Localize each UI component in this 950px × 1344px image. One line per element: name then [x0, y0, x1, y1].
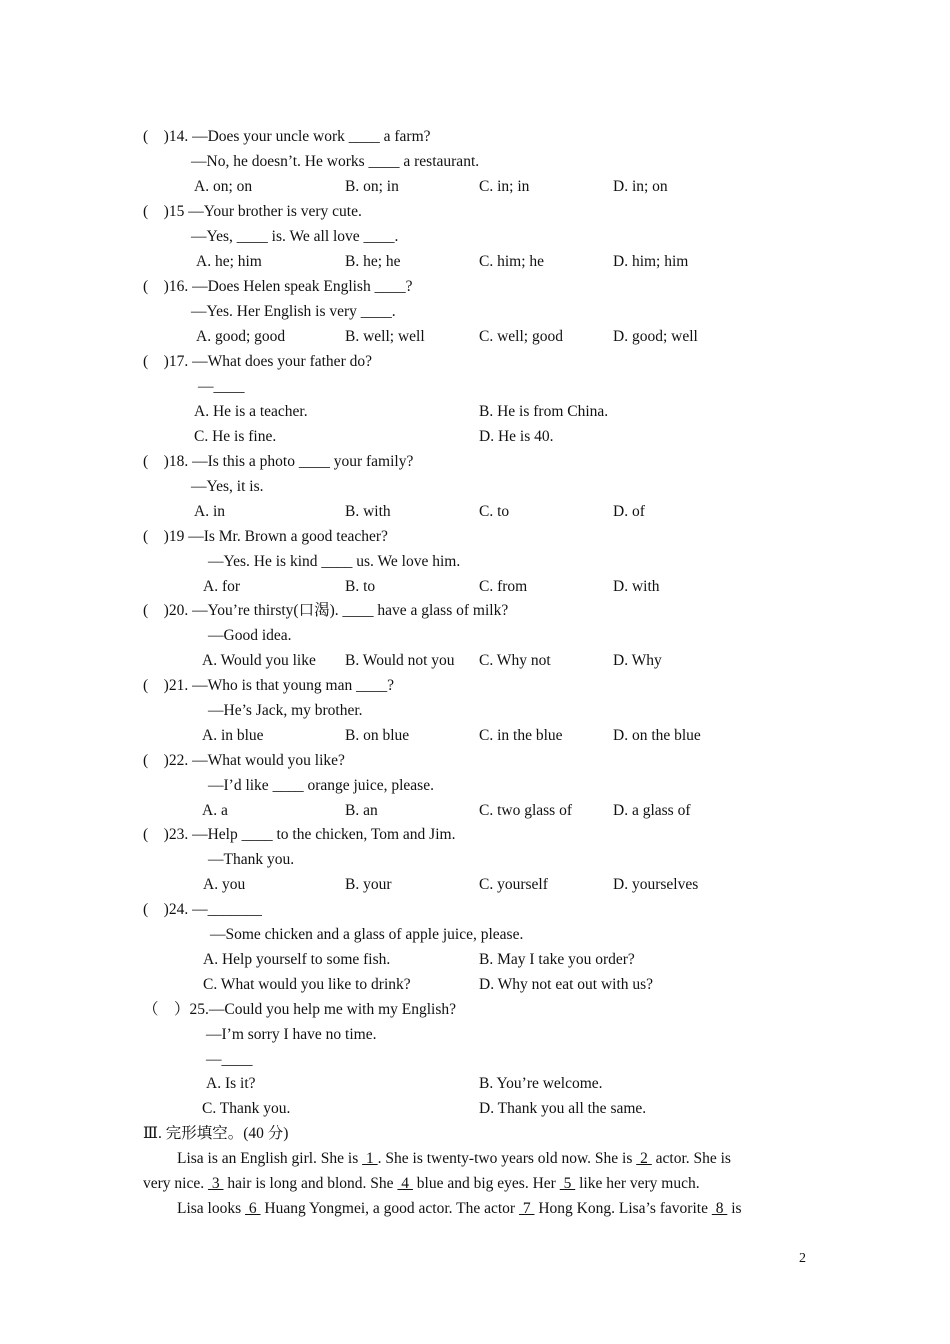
- blank-4: 4: [397, 1175, 413, 1192]
- q16-reply: —Yes. Her English is very ____.: [191, 303, 396, 320]
- q20-option-d: D. Why: [613, 652, 662, 669]
- passage-text: hair is long and blond. She: [223, 1175, 398, 1192]
- passage-text: like her very much.: [575, 1175, 700, 1192]
- passage-text: very nice.: [143, 1175, 208, 1192]
- q18-stem: ( )18. —Is this a photo ____ your family?: [143, 453, 414, 470]
- page-number: 2: [799, 1251, 806, 1266]
- q24-option-a: A. Help yourself to some fish.: [203, 951, 391, 968]
- q20-stem: ( )20. —You’re thirsty(口渴). ____ have a glass of milk?: [143, 602, 509, 619]
- q19-option-c: C. from: [479, 578, 528, 595]
- q16-option-a: A. good; good: [196, 328, 286, 345]
- passage-text: Hong Kong. Lisa’s favorite: [534, 1200, 712, 1217]
- cloze-passage-line-2: [143, 1174, 700, 1194]
- passage-text: . She is twenty-two years old now. She is: [377, 1150, 637, 1167]
- cloze-passage-line-1: [177, 1149, 731, 1169]
- q19-stem: ( )19 —Is Mr. Brown a good teacher?: [143, 528, 388, 545]
- q17-option-c: C. He is fine.: [194, 428, 277, 445]
- q16-stem: ( )16. —Does Helen speak English ____?: [143, 278, 413, 295]
- q19-option-b: B. to: [345, 578, 376, 595]
- passage-text: Lisa looks: [177, 1200, 246, 1217]
- q14-reply: —No, he doesn’t. He works ____ a restaurant.: [191, 153, 480, 170]
- q23-stem: ( )23. —Help ____ to the chicken, Tom and Jim.: [143, 826, 456, 843]
- blank-8: 8: [711, 1200, 728, 1217]
- passage-text: blue and big eyes. Her: [412, 1175, 560, 1192]
- q21-option-a: A. in blue: [202, 727, 264, 744]
- q19-option-a: A. for: [203, 578, 241, 595]
- q23-option-c: C. yourself: [479, 876, 548, 893]
- q23-option-a: A. you: [203, 876, 246, 893]
- q15-stem: ( )15 —Your brother is very cute.: [143, 203, 362, 220]
- q23-option-d: D. yourselves: [613, 876, 699, 893]
- q23-reply: —Thank you.: [208, 851, 295, 868]
- blank-6: 6: [245, 1200, 261, 1217]
- q25-reply-2: —____: [206, 1051, 253, 1068]
- q21-option-b: B. on blue: [345, 727, 410, 744]
- q14-option-d: D. in; on: [613, 178, 668, 195]
- q22-stem: ( )22. —What would you like?: [143, 752, 345, 769]
- q21-stem: ( )21. —Who is that young man ____?: [143, 677, 394, 694]
- q17-reply: —____: [198, 378, 245, 395]
- q24-stem: ( )24. —_______: [143, 901, 262, 918]
- q17-option-a: A. He is a teacher.: [194, 403, 308, 420]
- q22-reply: —I’d like ____ orange juice, please.: [208, 777, 434, 794]
- q25-stem: （ ）25.—Could you help me with my English?: [143, 1001, 456, 1018]
- q14-option-c: C. in; in: [479, 178, 530, 195]
- q19-option-d: D. with: [613, 578, 660, 595]
- q20-option-c: C. Why not: [479, 652, 551, 669]
- blank-1: 1: [362, 1150, 378, 1167]
- q25-reply-1: —I’m sorry I have no time.: [206, 1026, 377, 1043]
- q25-option-c: C. Thank you.: [202, 1100, 291, 1117]
- q20-option-b: B. Would not you: [345, 652, 455, 669]
- q25-option-b: B. You’re welcome.: [479, 1075, 603, 1092]
- q17-stem: ( )17. —What does your father do?: [143, 353, 372, 370]
- q14-option-a: A. on; on: [194, 178, 253, 195]
- q16-option-b: B. well; well: [345, 328, 425, 345]
- q22-option-d: D. a glass of: [613, 802, 691, 819]
- blank-3: 3: [207, 1175, 224, 1192]
- q25-option-a: A. Is it?: [206, 1075, 256, 1092]
- q15-option-a: A. he; him: [196, 253, 262, 270]
- q22-option-b: B. an: [345, 802, 378, 819]
- q24-reply: —Some chicken and a glass of apple juice, please.: [210, 926, 524, 943]
- q21-option-d: D. on the blue: [613, 727, 701, 744]
- q14-option-b: B. on; in: [345, 178, 399, 195]
- blank-5: 5: [559, 1175, 576, 1192]
- q22-option-a: A. a: [202, 802, 228, 819]
- q23-option-b: B. your: [345, 876, 392, 893]
- q18-option-b: B. with: [345, 503, 391, 520]
- cloze-passage-line-3: [177, 1199, 742, 1219]
- section-heading-cloze: Ⅲ. 完形填空。(40 分): [143, 1125, 289, 1142]
- q18-option-a: A. in: [194, 503, 225, 520]
- passage-text: Huang Yongmei, a good actor. The actor: [260, 1200, 519, 1217]
- q18-option-d: D. of: [613, 503, 645, 520]
- q16-option-c: C. well; good: [479, 328, 563, 345]
- q18-reply: —Yes, it is.: [191, 478, 264, 495]
- q20-option-a: A. Would you like: [202, 652, 316, 669]
- q20-reply: —Good idea.: [208, 627, 292, 644]
- q17-option-b: B. He is from China.: [479, 403, 609, 420]
- blank-7: 7: [518, 1200, 535, 1217]
- q24-option-d: D. Why not eat out with us?: [479, 976, 654, 993]
- q24-option-c: C. What would you like to drink?: [203, 976, 411, 993]
- passage-text: actor. She is: [651, 1150, 731, 1167]
- q15-option-b: B. he; he: [345, 253, 401, 270]
- q25-option-d: D. Thank you all the same.: [479, 1100, 647, 1117]
- q15-reply: —Yes, ____ is. We all love ____.: [191, 228, 399, 245]
- q21-option-c: C. in the blue: [479, 727, 563, 744]
- q22-option-c: C. two glass of: [479, 802, 572, 819]
- q15-option-c: C. him; he: [479, 253, 545, 270]
- q15-option-d: D. him; him: [613, 253, 689, 270]
- q18-option-c: C. to: [479, 503, 510, 520]
- q21-reply: —He’s Jack, my brother.: [208, 702, 363, 719]
- passage-text: is: [727, 1200, 742, 1217]
- q19-reply: —Yes. He is kind ____ us. We love him.: [208, 553, 461, 570]
- passage-text: Lisa is an English girl. She is: [177, 1150, 363, 1167]
- q16-option-d: D. good; well: [613, 328, 698, 345]
- blank-2: 2: [636, 1150, 652, 1167]
- q14-stem: ( )14. —Does your uncle work ____ a farm?: [143, 128, 431, 145]
- q24-option-b: B. May I take you order?: [479, 951, 635, 968]
- q17-option-d: D. He is 40.: [479, 428, 554, 445]
